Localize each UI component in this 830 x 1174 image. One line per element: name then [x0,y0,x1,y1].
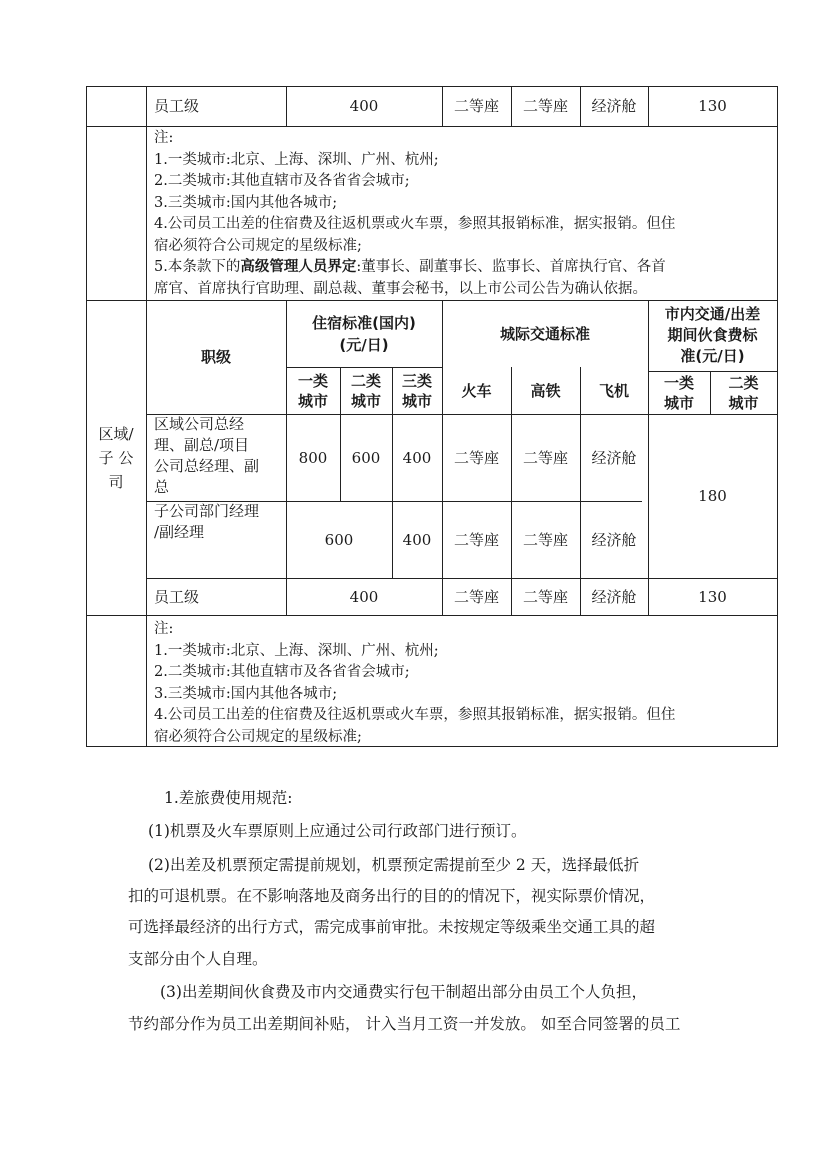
top-row-grade: 员工级 [154,97,200,115]
header-lodging: 住宿标准(国内) (元/日) [312,313,416,354]
paragraph-2-line: 可选择最经济的出行方式，需完成事前审批。未按规定等级乘坐交通工具的超 [128,918,656,936]
paragraph-1: (1)机票及火车票原则上应通过公司行政部门进行预订。 [148,822,527,840]
header-grade: 职级 [200,348,231,366]
row1-city-2: 600 [351,448,381,467]
note-block-2 [146,619,777,748]
executive-definition-label: 高级管理人员界定 [240,259,357,275]
note-line: 2.二类城市:其他直辖市及各省省会城市; [154,664,410,680]
note-line: 席官、首席执行官助理、副总裁、董事会秘书，以上市公司公告为确认依据。 [154,280,647,297]
note-title: 注: [154,621,174,637]
top-row-lodging: 400 [349,97,379,115]
note-title: 注: [154,130,174,146]
top-row-train: 二等座 [453,97,499,115]
row3-lodging: 400 [349,587,379,606]
row1-city-3: 400 [402,448,432,467]
header-city-tier-2: 二类 城市 [350,371,381,410]
note-line: 1.一类城市:北京、上海、深圳、广州、杭州; [154,151,439,168]
note-line: 2.二类城市:其他直辖市及各省省会城市; [154,173,410,189]
note-line: 4.公司员工出差的住宿费及往返机票或火车票，参照其报销标准，据实报销。但住 [154,707,676,723]
header-intercity: 城际交通标准 [499,324,590,343]
top-row-highspeed: 二等座 [522,97,568,115]
row1-train: 二等座 [453,448,499,467]
note-block-1 [146,128,777,300]
header-allowance: 市内交通/出差 期间伙食费标 准(元/日) [664,305,761,365]
row-grade-dept-manager: 子公司部门经理 /副经理 [154,502,260,541]
note-line-executives: 5.本条款下的高级管理人员界定:董事长、副董事长、监事长、首席执行官、各首 [154,259,666,275]
row2-plane: 经济舱 [591,530,637,549]
paragraph-2-line: 扣的可退机票。在不影响落地及商务出行的目的的情况下，视实际票价情况， [128,887,656,905]
row1-plane: 经济舱 [591,448,637,467]
row3-plane: 经济舱 [591,587,637,606]
section-heading: 1.差旅费使用规范: [164,789,293,807]
paragraph-2-line: (2)出差及机票预定需提前规划，机票预定需提前至少 2 天，选择最低折 [148,856,640,874]
note-line: 4.公司员工出差的住宿费及往返机票或火车票，参照其报销标准，据实报销。但住 [154,216,676,232]
header-allowance-city-2: 二类 城市 [728,373,759,412]
note-line: 3.三类城市:国内其他各城市; [154,194,338,211]
header-plane: 飞机 [598,381,629,400]
row-grade-regional-gm: 区域公司总经 理、副总/项目 公司总经理、副 总 [154,415,260,496]
note-line: 宿必须符合公司规定的星级标准; [154,728,362,745]
header-city-tier-3: 三类 城市 [401,371,432,410]
row1-highspeed: 二等座 [522,448,568,467]
note-line: 1.一类城市:北京、上海、深圳、广州、杭州; [154,642,439,659]
header-highspeed: 高铁 [530,381,561,400]
top-row-allowance: 130 [698,97,727,115]
row2-train: 二等座 [453,530,499,549]
managers-allowance: 180 [698,487,727,505]
row2-city-3: 400 [402,530,432,549]
row1-city-1: 800 [298,448,328,467]
paragraph-2-line: 支部分由个人自理。 [128,950,268,968]
section-label-regional: 区域/ 子 公 司 [98,424,134,491]
row2-city-1-2: 600 [324,530,354,549]
row3-train: 二等座 [453,587,499,606]
paragraph-3-line: (3)出差期间伙食费及市内交通费实行包干制超出部分由员工个人负担， [160,983,647,1001]
row3-highspeed: 二等座 [522,587,568,606]
header-train: 火车 [461,381,492,400]
row2-highspeed: 二等座 [522,530,568,549]
paragraph-3-line: 节约部分作为员工出差期间补贴， 计入当月工资一并发放。 如至合同签署的员工 [128,1015,681,1033]
note-line: 宿必须符合公司规定的星级标准; [154,237,362,254]
top-row-plane: 经济舱 [591,97,637,115]
header-city-tier-1: 一类 城市 [297,371,328,410]
row3-grade: 员工级 [154,587,200,606]
row3-allowance: 130 [698,587,727,606]
note-line: 3.三类城市:国内其他各城市; [154,685,338,702]
header-allowance-city-1: 一类 城市 [663,373,694,412]
